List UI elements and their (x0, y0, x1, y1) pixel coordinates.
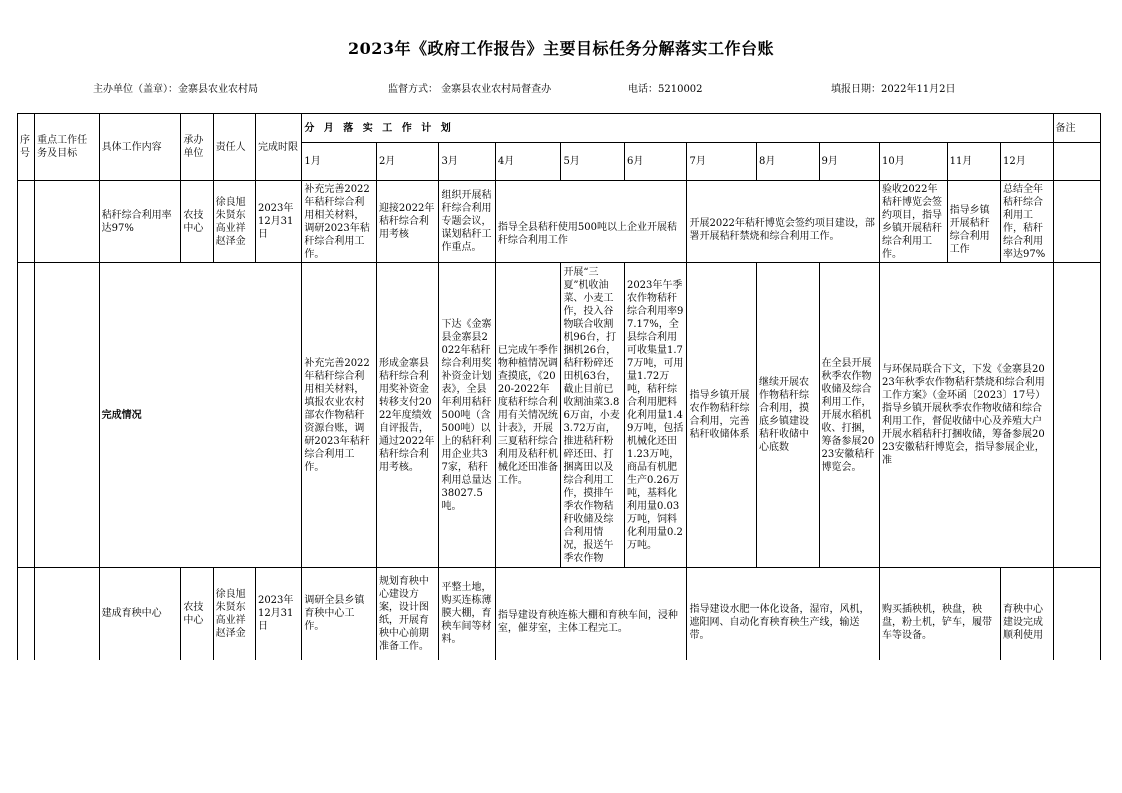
phone-number: 电话：5210002 (628, 84, 703, 95)
table-row (18, 181, 1101, 263)
completion-label: 完成情况 (99, 263, 302, 568)
month-cell: 总结全年秸秆综合利用工作，秸秆综合利用率达97% (1001, 181, 1053, 263)
goal-cell (35, 568, 100, 660)
month-cell: 2023年午季农作物秸秆综合利用率97.17%，全县综合利用可收集量1.77万吨，可用量1.72万吨，秸秆综合利用肥料化利用量1.49万吨，包括机械化还田1.23万吨，商品有机肥生产0.26万吨，基料化利用量0.03万吨，饲料化利用量0.2万吨。 (624, 263, 687, 568)
month-cell: 指导乡镇开展秸秆综合利用工作 (947, 181, 1000, 263)
month-cell: 调研全县乡镇育秧中心工作。 (302, 568, 377, 660)
deadline-header: 完成时限 (255, 114, 301, 181)
monthly-plan-header: 分 月 落 实 工 作 计 划 (302, 114, 1053, 143)
month-cell: 与环保局联合下文，下发《金寨县2023年秋季农作物秸秆禁烧和综合利用工作方案》（金环函〔2023〕17号）指导乡镇开展秋季农作物收储和综合利用工作，督促收储中心及养殖大户开展水稻秸秆打捆收储，筹备参展2023安徽秸秆博览会，指导参展企业，准 (880, 263, 1053, 568)
remark-cell (1053, 568, 1101, 660)
month-header: 4月 (495, 143, 561, 181)
month-cell: 下达《金寨县金寨县2022年秸秆综合利用奖补资金计划表》，全县年利用秸秆500吨（含500吨）以上的秸秆利用企业共37家，秸秆利用总量达38027.5吨。 (439, 263, 495, 568)
month-header: 3月 (439, 143, 495, 181)
work-ledger-table (17, 113, 1101, 660)
month-cell: 补充完善2022年秸秆综合利用相关材料，调研2023年秸秆综合利用工作。 (302, 181, 377, 263)
month-cell: 继续开展农作物秸秆综合利用，摸底乡镇建设秸秆收储中心底数 (757, 263, 820, 568)
month-header: 9月 (819, 143, 879, 181)
month-header: 6月 (624, 143, 687, 181)
month-cell: 购买插秧机，秧盘，秧盘，粉土机，铲车，履带车等设备。 (880, 568, 1001, 660)
supervision-method: 监督方式： 金寨县农业农村局督查办 (388, 84, 552, 95)
month-cell: 验收2022年秸秆博览会签约项目，指导乡镇开展秸秆综合利用工作。 (880, 181, 948, 263)
person-cell: 徐良旭 朱贤东 高业祥 赵泽金 (213, 568, 255, 660)
seq-cell (18, 181, 35, 263)
fill-date: 填报日期：2022年11月2日 (831, 84, 956, 95)
sponsor-unit: 主办单位（盖章）：金寨县农业农村局 (93, 84, 258, 95)
month-cell: 迎接2022年秸秆综合利用考核 (376, 181, 439, 263)
goal-cell (35, 181, 100, 263)
month-header: 12月 (1001, 143, 1053, 181)
seq-cell (18, 568, 35, 660)
remark-header: 备注 (1053, 114, 1101, 143)
table-row (18, 263, 1101, 568)
month-header: 2月 (376, 143, 439, 181)
remark-header-blank (1053, 143, 1101, 181)
month-header: 10月 (880, 143, 948, 181)
deadline-cell: 2023年12月31日 (255, 568, 301, 660)
goal-cell (35, 263, 100, 568)
month-cell: 指导建设育秧连栋大棚和育秧车间，浸种室，催芽室，主体工程完工。 (495, 568, 687, 660)
month-cell: 育秧中心建设完成顺利使用 (1001, 568, 1053, 660)
month-cell: 开展“三夏”机收油菜、小麦工作，投入谷物联合收割机96台，打捆机26台，秸秆粉碎还田机63台，截止目前已收割油菜3.86万亩，小麦3.72万亩，推进秸秆粉碎还田、打捆离田以及综合利用工作，摸排午季农作物秸秆收储及综合利用情况，报送午季农作物 (561, 263, 625, 568)
person-header: 责任人 (213, 114, 255, 181)
remark-cell (1053, 263, 1101, 568)
deadline-cell: 2023年12月31日 (255, 181, 301, 263)
unit-cell: 农技中心 (181, 181, 213, 263)
month-cell: 补充完善2022年秸秆综合利用相关材料，填报农业农村部农作物秸秆资源台账，调研2023年秸秆综合利用工作。 (302, 263, 377, 568)
seq-cell (18, 263, 35, 568)
content-cell: 建成育秧中心 (99, 568, 181, 660)
month-header: 8月 (757, 143, 820, 181)
month-header: 1月 (302, 143, 377, 181)
month-header: 5月 (561, 143, 625, 181)
goal-header: 重点工作任务及目标 (35, 114, 100, 181)
month-cell: 在全县开展秋季农作物收储及综合利用工作，开展水稻机收、打捆，筹备参展2023安徽秸秆博览会。 (819, 263, 879, 568)
month-cell: 规划育秧中心建设方案，设计图纸，开展育秧中心前期准备工作。 (376, 568, 439, 660)
table-row (18, 568, 1101, 660)
unit-header: 承办单位 (181, 114, 213, 181)
seq-header: 序号 (18, 114, 35, 181)
month-cell: 指导乡镇开展农作物秸秆综合利用，完善秸秆收储体系 (687, 263, 757, 568)
unit-cell: 农技中心 (181, 568, 213, 660)
month-header: 7月 (687, 143, 757, 181)
month-cell: 已完成午季作物种植情况调查摸底，《2020-2022年度秸秆综合利用有关情况统计表》，开展三夏秸秆综合利用及秸秆机械化还田准备工作。 (495, 263, 561, 568)
month-cell: 平整土地，购买连栋薄膜大棚，育秧车间等材料。 (439, 568, 495, 660)
month-cell: 指导全县秸秆使用500吨以上企业开展秸秆综合利用工作 (495, 181, 687, 263)
month-cell: 组织开展秸秆综合利用专题会议，谋划秸秆工作重点。 (439, 181, 495, 263)
month-header: 11月 (947, 143, 1000, 181)
content-cell: 秸秆综合利用率达97% (99, 181, 181, 263)
page-title: 2023年《政府工作报告》主要目标任务分解落实工作台账 (347, 39, 775, 58)
month-cell: 开展2022年秸秆博览会签约项目建设，部署开展秸秆禁烧和综合利用工作。 (687, 181, 880, 263)
month-cell: 形成金寨县秸秆综合利用奖补资金转移支付2022年度绩效自评报告，通过2022年秸秆综合利用考核。 (376, 263, 439, 568)
remark-cell (1053, 181, 1101, 263)
header-row (18, 114, 1101, 143)
month-cell: 指导建设水肥一体化设备，湿帘，风机，遮阳网、自动化育秧育秧生产线，输送带。 (687, 568, 880, 660)
person-cell: 徐良旭 朱贤东 高业祥 赵泽金 (213, 181, 255, 263)
content-header: 具体工作内容 (99, 114, 181, 181)
